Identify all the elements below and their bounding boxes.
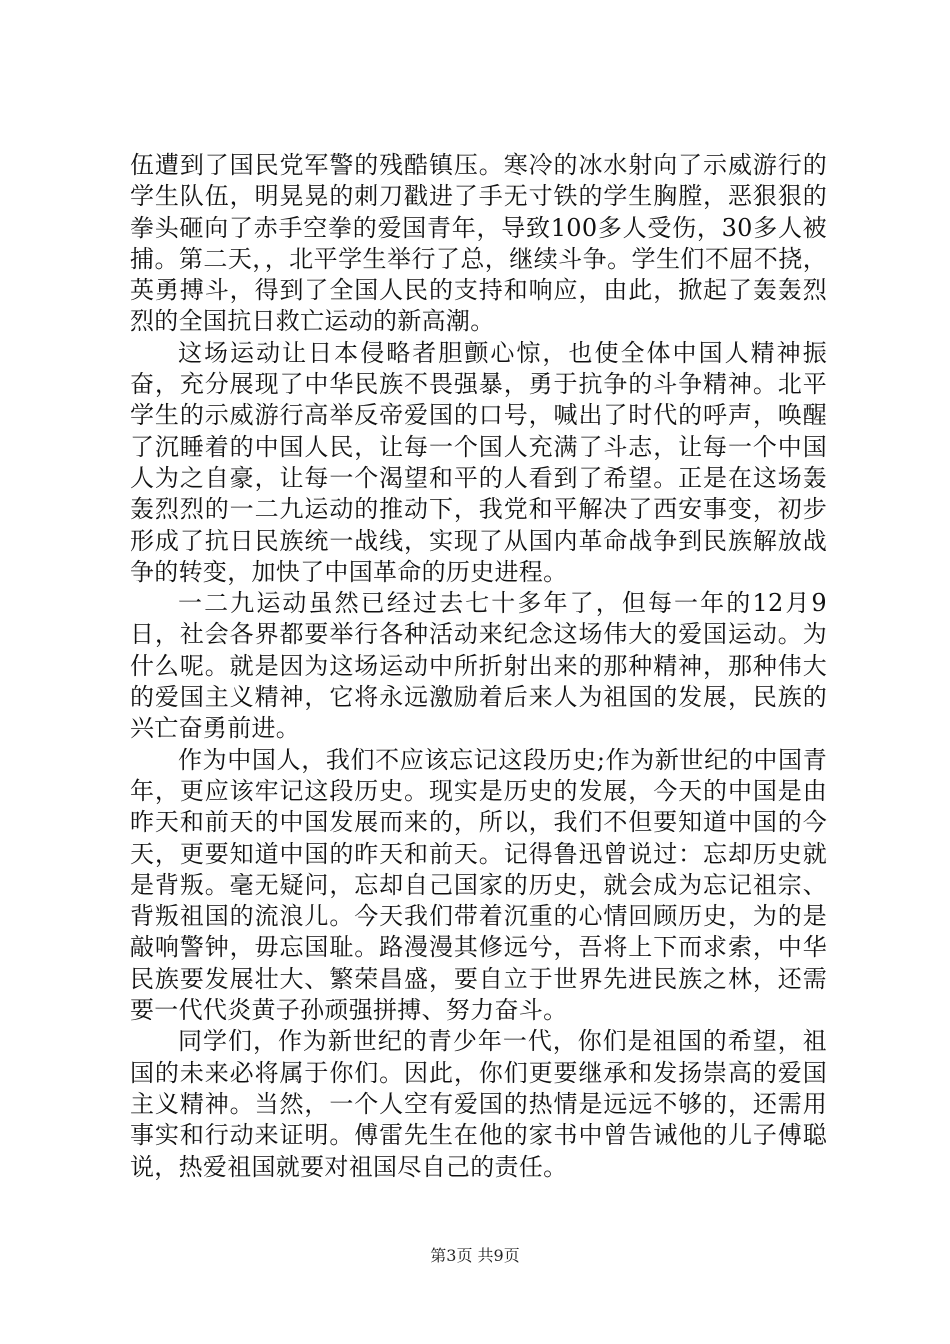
paragraph: 一二九运动虽然已经过去七十多年了，但每一年的12月9日，社会各界都要举行各种活动来纪念这场伟大的爱国运动。为什么呢。就是因为这场运动中所折射出来的那种精神，那种伟大的爱国主义精神，它将永远激励着后来人为祖国的发展，民族的兴亡奋勇前进。 xyxy=(130,589,827,743)
page-number-footer: 第3页 共9页 xyxy=(430,1246,520,1265)
paragraph: 同学们，作为新世纪的青少年一代，你们是祖国的希望，祖国的未来必将属于你们。因此，你们更要继承和发扬崇高的爱国主义精神。当然，一个人空有爱国的热情是远远不够的，还需用事实和行动来证明。傅雷先生在他的家书中曾告诫他的儿子傅聪说，热爱祖国就要对祖国尽自己的责任。 xyxy=(130,1027,827,1181)
paragraph: 作为中国人，我们不应该忘记这段历史;作为新世纪的中国青年，更应该牢记这段历史。现实是历史的发展，今天的中国是由昨天和前天的中国发展而来的，所以，我们不但要知道中国的今天，更要知道中国的昨天和前天。记得鲁迅曾说过：忘却历史就是背叛。毫无疑问，忘却自己国家的历史，就会成为忘记祖宗、背叛祖国的流浪儿。今天我们带着沉重的心情回顾历史，为的是敲响警钟，毋忘国耻。路漫漫其修远兮，吾将上下而求索，中华民族要发展壮大、繁荣昌盛，要自立于世界先进民族之林，还需要一代代炎黄子孙顽强拼搏、努力奋斗。 xyxy=(130,745,827,1025)
paragraph-continued: 伍遭到了国民党军警的残酷镇压。寒冷的冰水射向了示威游行的学生队伍，明晃晃的刺刀戳进了手无寸铁的学生胸膛，恶狠狠的拳头砸向了赤手空拳的爱国青年，导致100多人受伤，30多人被捕。第二天，，北平学生举行了总，继续斗争。学生们不屈不挠，英勇搏斗，得到了全国人民的支持和响应，由此，掀起了轰轰烈烈的全国抗日救亡运动的新高潮。 xyxy=(130,151,827,336)
document-body xyxy=(130,150,827,1183)
paragraph: 这场运动让日本侵略者胆颤心惊，也使全体中国人精神振奋，充分展现了中华民族不畏强暴，勇于抗争的斗争精神。北平学生的示威游行高举反帝爱国的口号，喊出了时代的呼声，唤醒了沉睡着的中国人民，让每一个国人充满了斗志，让每一个中国人为之自豪，让每一个渴望和平的人看到了希望。正是在这场轰轰烈烈的一二九运动的推动下，我党和平解决了西安事变，初步形成了抗日民族统一战线，实现了从国内革命战争到民族解放战争的转变，加快了中国革命的历史进程。 xyxy=(130,338,827,586)
